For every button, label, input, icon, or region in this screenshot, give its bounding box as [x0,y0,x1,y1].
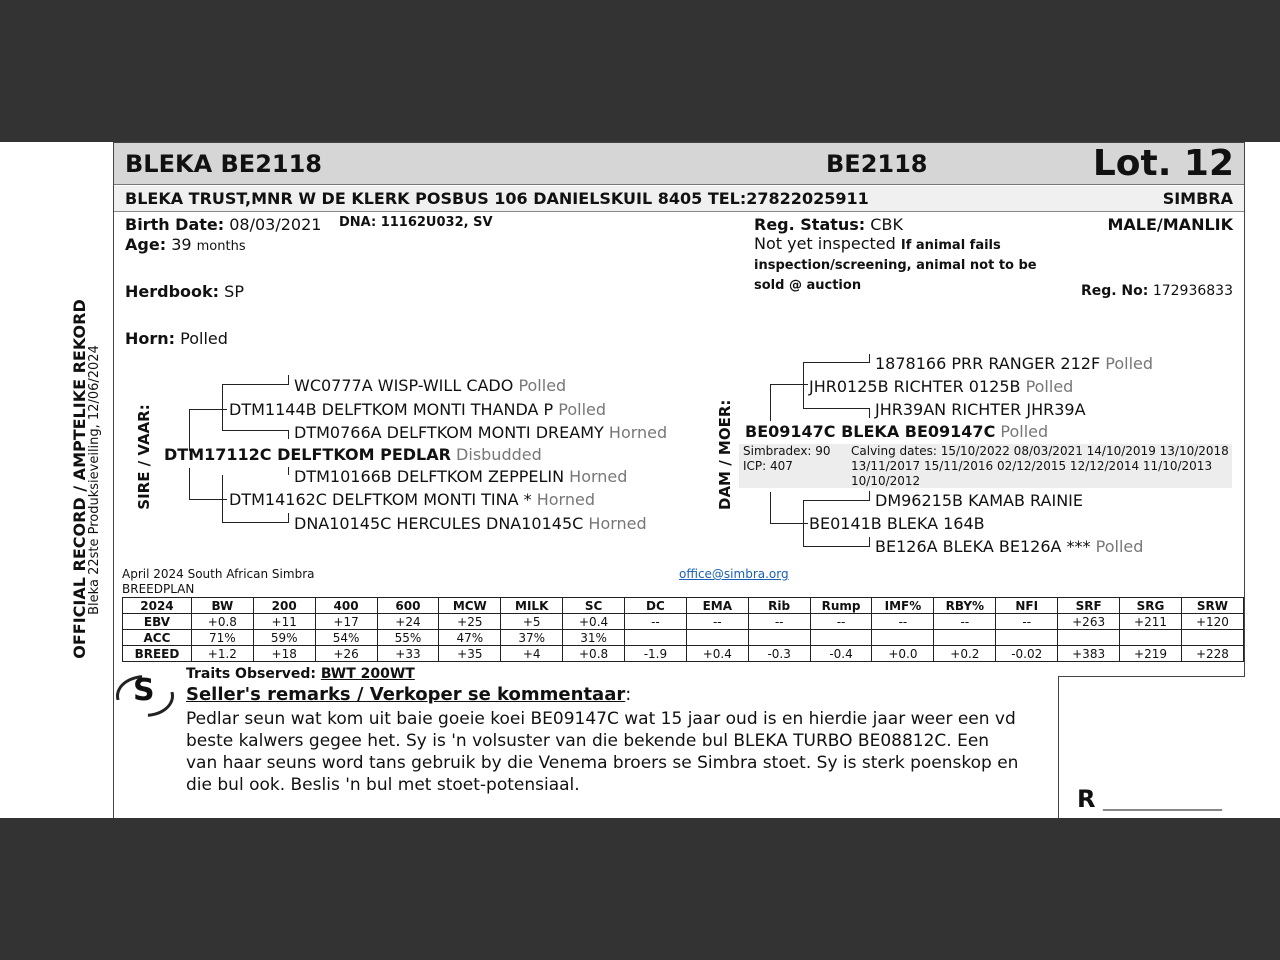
ebv-row-label: ACC [123,630,192,646]
ebv-cell: -1.9 [625,646,687,662]
ebv-cell [872,630,934,646]
inspection-status: Not yet inspected [754,234,896,253]
ebv-cell: -0.4 [810,646,872,662]
remarks-body [186,708,1018,796]
ebv-cell: -0.02 [996,646,1058,662]
sire-sire: DTM1144B DELFTKOM MONTI THANDA P Polled [229,400,607,419]
reg-number-value: 172936833 [1152,283,1233,299]
sire-dam-dam: DNA10145C HERCULES DNA10145C Horned [294,514,647,533]
ebv-cell: 71% [191,630,253,646]
ebv-cell: +1.2 [191,646,253,662]
ebv-cell: 400 [315,598,377,614]
ebv-row [123,630,1244,646]
herdbook [125,282,244,301]
age-unit: months [196,239,246,254]
sire-sire-sire: WC0777A WISP-WILL CADO Polled [294,376,567,395]
ebv-row-label: BREED [123,646,192,662]
age-label: Age: [125,235,167,254]
email-link[interactable]: office@simbra.org [679,567,789,581]
breeder-bar [114,186,1244,212]
ebv-cell: SRF [1058,598,1120,614]
reg-number [1081,283,1233,299]
ebv-cell: -- [748,614,810,630]
ebv-source: April 2024 South African Simbra [122,567,315,581]
ebv-cell: 600 [377,598,439,614]
ebv-cell: -0.3 [748,646,810,662]
ebv-cell: +4 [501,646,563,662]
inspection-warning-3: sold @ auction [754,278,862,293]
ebv-cell [748,630,810,646]
ebv-row [123,646,1244,662]
traits-observed [186,666,415,682]
ebv-cell [625,630,687,646]
remarks-title: Seller's remarks / Verkoper se kommentaar: [186,684,632,705]
reg-status [754,215,903,234]
dam-label: DAM / MOER: [716,399,734,510]
birth-date-label: Birth Date: [125,215,225,234]
birth-date [125,215,321,234]
reg-status-label: Reg. Status: [754,215,866,234]
traits-label: Traits Observed: [186,666,321,682]
ebv-cell: SC [563,598,625,614]
simbradex: Simbradex: 90 [743,444,831,458]
ebv-cell: SRW [1181,598,1243,614]
sale-name-label: Bleka 22ste Produksieveiling, 12/06/2024 [87,345,102,615]
catalogue-page [0,142,1280,818]
ebv-cell: 59% [253,630,315,646]
sire-label: SIRE / VAAR: [135,404,153,510]
ebv-cell: -- [625,614,687,630]
sire-name: DTM17112C DELFTKOM PEDLAR Disbudded [164,445,542,464]
ebv-cell [1120,630,1182,646]
lot-number: Lot. 12 [1092,143,1234,184]
ebv-cell: 31% [563,630,625,646]
ebv-cell: +219 [1120,646,1182,662]
horn-value: Polled [180,329,228,348]
ebv-cell: +211 [1120,614,1182,630]
calving-dates-1: Calving dates: 15/10/2022 08/03/2021 14/10/2019 13/10/2018 [851,444,1229,458]
price-box [1058,676,1245,818]
ebv-cell: +263 [1058,614,1120,630]
ebv-cell [1181,630,1243,646]
ebv-cell: BW [191,598,253,614]
ebv-cell: +383 [1058,646,1120,662]
ebv-cell: Rump [810,598,872,614]
dna-info: DNA: 11162U032, SV [339,215,493,230]
herdbook-value: SP [224,282,244,301]
age [125,235,246,254]
title-bar [114,142,1244,185]
ebv-cell: +0.8 [191,614,253,630]
reg-number-label: Reg. No: [1080,283,1149,299]
ebv-cell: IMF% [872,598,934,614]
horn-status [125,329,228,348]
ebv-cell: 55% [377,630,439,646]
reg-status-value: CBK [870,215,903,234]
animal-name: BLEKA BE2118 [125,150,322,178]
inspection-warning-2: inspection/screening, animal not to be [754,258,1037,273]
ebv-table [122,597,1244,662]
ebv-header-row [123,598,1244,614]
calving-dates-3: 10/10/2012 [851,474,921,488]
ebv-cell: +25 [439,614,501,630]
ebv-cell: +5 [501,614,563,630]
ebv-cell: +0.2 [934,646,996,662]
ebv-cell: DC [625,598,687,614]
horn-label: Horn: [125,329,176,348]
ebv-cell: +24 [377,614,439,630]
dam-name: BE09147C BLEKA BE09147C Polled [745,422,1049,441]
ebv-cell [810,630,872,646]
ebv-cell: -- [934,614,996,630]
seller-logo-letter: S [133,673,155,708]
ebv-cell [996,630,1058,646]
ebv-cell: +18 [253,646,315,662]
ebv-cell: +17 [315,614,377,630]
dam-sire-sire: 1878166 PRR RANGER 212F Polled [875,354,1154,373]
ebv-cell: +33 [377,646,439,662]
dam-dam-sire: DM96215B KAMAB RAINIE [875,491,1083,510]
ebv-cell: Rib [748,598,810,614]
ebv-row [123,614,1244,630]
icp: ICP: 407 [743,459,793,473]
ebv-cell: 54% [315,630,377,646]
dam-sire-dam: JHR39AN RICHTER JHR39A [875,400,1086,419]
ebv-cell [1058,630,1120,646]
breedplan-label: BREEDPLAN [122,582,195,596]
ebv-row-label: 2024 [123,598,192,614]
ebv-cell: +0.0 [872,646,934,662]
ebv-cell: +0.4 [563,614,625,630]
ebv-cell: +228 [1181,646,1243,662]
traits-value: BWT 200WT [320,666,415,682]
dam-dam-dam: BE126A BLEKA BE126A *** Polled [875,537,1144,556]
remarks-line: van haar seuns word tans gebruik by die Venema broers se Simbra stoet. Sy is sterk poenskop en [186,753,1019,773]
price-currency: R [1077,785,1096,813]
sire-sire-dam: DTM0766A DELFTKOM MONTI DREAMY Horned [294,423,668,442]
remarks-line: Pedlar seun wat kom uit baie goeie koei BE09147C wat 15 jaar oud is en hierdie jaar weer een vd [186,709,1016,729]
calving-dates-2: 13/11/2017 15/11/2016 02/12/2015 12/12/2014 11/10/2013 [851,459,1213,473]
ebv-cell [934,630,996,646]
ebv-row-label: EBV [123,614,192,630]
ebv-cell [686,630,748,646]
ebv-cell: -- [872,614,934,630]
ebv-cell: NFI [996,598,1058,614]
age-value: 39 [171,235,192,254]
ebv-cell: 200 [253,598,315,614]
ebv-cell: +26 [315,646,377,662]
sire-dam: DTM14162C DELFTKOM MONTI TINA * Horned [229,490,595,509]
inspection-note [754,235,1037,295]
price-blank[interactable]: _________________ [1103,795,1222,811]
ebv-cell: 37% [501,630,563,646]
ebv-cell: +120 [1181,614,1243,630]
sire-dam-sire: DTM10166B DELFTKOM ZEPPELIN Horned [294,467,628,486]
official-record-label: OFFICIAL RECORD / AMPTELIKE REKORD [70,299,89,659]
ebv-cell: MILK [501,598,563,614]
ebv-cell: +0.4 [686,646,748,662]
dam-performance-box [739,444,1232,488]
ebv-cell: EMA [686,598,748,614]
ebv-cell: +35 [439,646,501,662]
ebv-cell: -- [686,614,748,630]
ebv-cell: +0.8 [563,646,625,662]
dam-sire: JHR0125B RICHTER 0125B Polled [809,377,1074,396]
birth-date-value: 08/03/2021 [229,215,322,234]
ebv-cell: 47% [439,630,501,646]
breed-name: SIMBRA [1162,189,1233,208]
remarks-line: beste kalwers gegee het. Sy is 'n volsuster van die bekende bul BLEKA TURBO BE08812C. Een [186,731,990,751]
animal-id: BE2118 [826,150,928,178]
sex: MALE/MANLIK [1107,215,1233,234]
dam-dam: BE0141B BLEKA 164B [809,514,985,533]
inspection-warning-1: If animal fails [900,238,1001,253]
ebv-cell: MCW [439,598,501,614]
breeder-details: BLEKA TRUST,MNR W DE KLERK POSBUS 106 DANIELSKUIL 8405 TEL:27822025911 [125,189,869,208]
herdbook-label: Herdbook: [125,282,220,301]
ebv-cell: SRG [1120,598,1182,614]
ebv-cell: -- [996,614,1058,630]
ebv-cell: RBY% [934,598,996,614]
ebv-cell: -- [810,614,872,630]
remarks-line: die bul ook. Beslis 'n bul met stoet-potensiaal. [186,775,580,795]
ebv-cell: +11 [253,614,315,630]
